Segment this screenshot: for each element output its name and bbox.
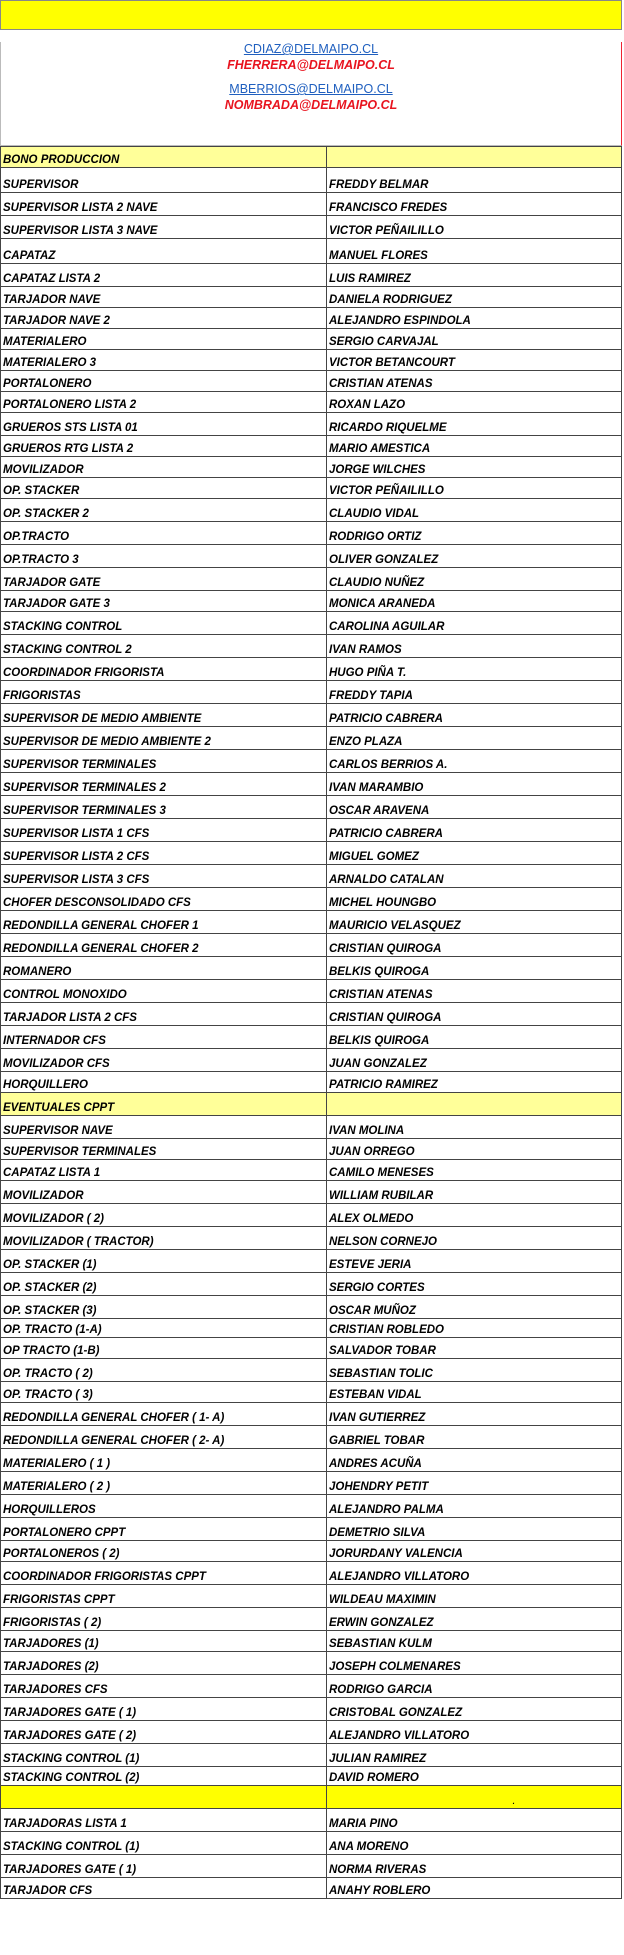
table-row [1,681,622,704]
table-row [1,1072,622,1093]
table-row [1,1139,622,1160]
table-row [1,727,622,750]
role-cell[interactable]: MOVILIZADOR [1,1181,327,1204]
role-cell[interactable]: REDONDILLA GENERAL CHOFER ( 1- A) [1,1403,327,1426]
table-row [1,1698,622,1721]
role-cell[interactable]: TARJADOR GATE [1,568,327,591]
table-row [1,796,622,819]
person-cell[interactable]: ANDRES ACUÑA [327,1449,622,1472]
table-row [1,1518,622,1541]
table-row [1,1809,622,1832]
table-row [1,545,622,568]
person-cell[interactable]: DANIELA RODRIGUEZ [327,287,622,308]
person-cell[interactable]: CAMILO MENESES [327,1160,622,1181]
table-row [1,658,622,681]
section-header-row [1,1093,622,1116]
role-cell[interactable]: SUPERVISOR DE MEDIO AMBIENTE [1,704,327,727]
person-cell[interactable]: SERGIO CARVAJAL [327,329,622,350]
table-row [1,499,622,522]
person-cell[interactable]: CAROLINA AGUILAR [327,612,622,635]
person-cell[interactable]: SEBASTIAN TOLIC [327,1359,622,1382]
table-row [1,773,622,796]
table-row [1,1049,622,1072]
role-cell[interactable]: OP TRACTO (1-B) [1,1338,327,1359]
role-cell[interactable]: TARJADOR NAVE 2 [1,308,327,329]
role-cell[interactable]: CONTROL MONOXIDO [1,980,327,1003]
section-title: BONO PRODUCCION [1,147,327,168]
table-row [1,568,622,591]
role-cell[interactable]: TARJADOR LISTA 2 CFS [1,1003,327,1026]
table-row [1,888,622,911]
table-row [1,1003,622,1026]
table-row [1,1495,622,1518]
role-cell[interactable]: HORQUILLEROS [1,1495,327,1518]
person-cell[interactable]: BELKIS QUIROGA [327,1026,622,1049]
table-row [1,287,622,308]
table-row [1,1767,622,1786]
email-link-mberrios[interactable]: MBERRIOS@DELMAIPO.CL [229,82,393,96]
person-cell[interactable]: PATRICIO CABRERA [327,819,622,842]
assignment-table [0,146,622,1899]
role-cell[interactable]: STACKING CONTROL (1) [1,1832,327,1855]
table-row [1,1652,622,1675]
role-cell[interactable]: GRUEROS RTG LISTA 2 [1,436,327,457]
person-cell[interactable]: NORMA RIVERAS [327,1855,622,1878]
table-row [1,1426,622,1449]
role-cell[interactable]: TARJADORES (2) [1,1652,327,1675]
table-row [1,239,622,264]
person-cell[interactable]: IVAN MOLINA [327,1116,622,1139]
role-cell[interactable]: SUPERVISOR LISTA 3 NAVE [1,216,327,239]
table-row [1,591,622,612]
table-row [1,522,622,545]
table-row [1,1449,622,1472]
role-cell[interactable]: TARJADORAS LISTA 1 [1,1809,327,1832]
table-row [1,1160,622,1181]
role-cell[interactable]: SUPERVISOR TERMINALES 3 [1,796,327,819]
table-row [1,911,622,934]
role-cell[interactable]: STACKING CONTROL (1) [1,1744,327,1767]
table-row [1,329,622,350]
role-cell[interactable]: OP. TRACTO ( 2) [1,1359,327,1382]
person-cell[interactable]: WILLIAM RUBILAR [327,1181,622,1204]
person-cell[interactable]: MONICA ARANEDA [327,591,622,612]
table-row [1,478,622,499]
person-cell[interactable]: ERWIN GONZALEZ [327,1608,622,1631]
person-cell[interactable]: IVAN RAMOS [327,635,622,658]
table-row [1,934,622,957]
role-cell[interactable]: SUPERVISOR NAVE [1,1116,327,1139]
person-cell[interactable]: FREDDY BELMAR [327,168,622,193]
person-cell[interactable]: CRISTIAN ATENAS [327,980,622,1003]
person-cell[interactable]: NELSON CORNEJO [327,1227,622,1250]
person-cell[interactable]: DEMETRIO SILVA [327,1518,622,1541]
person-cell[interactable]: WILDEAU MAXIMIN [327,1585,622,1608]
role-cell[interactable]: MOVILIZADOR ( 2) [1,1204,327,1227]
person-cell[interactable]: ANAHY ROBLERO [327,1878,622,1899]
table-row [1,1878,622,1899]
role-cell[interactable]: OP.TRACTO 3 [1,545,327,568]
role-cell[interactable]: SUPERVISOR [1,168,327,193]
table-row [1,413,622,436]
table-row [1,1026,622,1049]
section-header-right [327,1786,622,1809]
person-cell[interactable]: CRISTIAN ATENAS [327,371,622,392]
role-cell[interactable]: STACKING CONTROL [1,612,327,635]
email-nombrada: NOMBRADA@DELMAIPO.CL [224,98,398,112]
table-row [1,1382,622,1403]
person-cell[interactable]: ENZO PLAZA [327,727,622,750]
role-cell[interactable]: OP. STACKER 2 [1,499,327,522]
person-cell[interactable]: DAVID ROMERO [327,1767,622,1786]
person-cell[interactable]: VICTOR BETANCOURT [327,350,622,371]
person-cell[interactable]: RODRIGO ORTIZ [327,522,622,545]
table-row [1,1250,622,1273]
role-cell[interactable]: CAPATAZ LISTA 1 [1,1160,327,1181]
role-cell[interactable]: OP. STACKER [1,478,327,499]
person-cell[interactable]: MIGUEL GOMEZ [327,842,622,865]
table-row [1,750,622,773]
table-row [1,1319,622,1338]
table-row [1,704,622,727]
table-row [1,1631,622,1652]
role-cell[interactable]: MOVILIZADOR [1,457,327,478]
person-cell[interactable]: JUAN ORREGO [327,1139,622,1160]
role-cell[interactable]: TARJADORES GATE ( 2) [1,1721,327,1744]
role-cell[interactable]: STACKING CONTROL (2) [1,1767,327,1786]
dot-mark: . [512,1795,516,1807]
role-cell[interactable]: SUPERVISOR LISTA 1 CFS [1,819,327,842]
role-cell[interactable]: REDONDILLA GENERAL CHOFER ( 2- A) [1,1426,327,1449]
person-cell[interactable]: ALEX OLMEDO [327,1204,622,1227]
role-cell[interactable]: PORTALONERO [1,371,327,392]
role-cell[interactable]: COORDINADOR FRIGORISTAS CPPT [1,1562,327,1585]
person-cell[interactable]: JORGE WILCHES [327,457,622,478]
role-cell[interactable]: HORQUILLERO [1,1072,327,1093]
table-row [1,819,622,842]
person-cell[interactable]: OSCAR ARAVENA [327,796,622,819]
section-title: EVENTUALES CPPT [1,1093,327,1116]
role-cell[interactable]: TARJADORES GATE ( 1) [1,1855,327,1878]
table-row [1,1675,622,1698]
top-yellow-header [0,0,622,30]
role-cell[interactable]: FRIGORISTAS ( 2) [1,1608,327,1631]
role-cell[interactable]: SUPERVISOR DE MEDIO AMBIENTE 2 [1,727,327,750]
table-row [1,168,622,193]
person-cell[interactable]: ALEJANDRO VILLATORO [327,1562,622,1585]
role-cell[interactable]: TARJADORES (1) [1,1631,327,1652]
person-cell[interactable]: ALEJANDRO ESPINDOLA [327,308,622,329]
person-cell[interactable]: CRISTIAN QUIROGA [327,1003,622,1026]
role-cell[interactable]: GRUEROS STS LISTA 01 [1,413,327,436]
role-cell[interactable]: COORDINADOR FRIGORISTA [1,658,327,681]
role-cell[interactable]: MOVILIZADOR ( TRACTOR) [1,1227,327,1250]
table-row [1,1204,622,1227]
person-cell[interactable]: ESTEBAN VIDAL [327,1382,622,1403]
person-cell[interactable]: FREDDY TAPIA [327,681,622,704]
role-cell[interactable]: SUPERVISOR LISTA 3 CFS [1,865,327,888]
email-link-cdiaz[interactable]: CDIAZ@DELMAIPO.CL [243,42,379,56]
email-block [0,42,622,146]
person-cell[interactable]: BELKIS QUIROGA [327,957,622,980]
role-cell[interactable]: OP. STACKER (1) [1,1250,327,1273]
person-cell[interactable]: PATRICIO RAMIREZ [327,1072,622,1093]
table-row [1,1721,622,1744]
role-cell[interactable]: MATERIALERO [1,329,327,350]
role-cell[interactable]: SUPERVISOR TERMINALES [1,1139,327,1160]
person-cell[interactable]: ALEJANDRO PALMA [327,1495,622,1518]
person-cell[interactable]: CRISTIAN ROBLEDO [327,1319,622,1338]
person-cell[interactable]: HUGO PIÑA T. [327,658,622,681]
table-row [1,1359,622,1382]
person-cell[interactable]: OLIVER GONZALEZ [327,545,622,568]
person-cell[interactable]: RODRIGO GARCIA [327,1675,622,1698]
table-row [1,1273,622,1296]
person-cell[interactable]: OSCAR MUÑOZ [327,1296,622,1319]
person-cell[interactable]: FRANCISCO FREDES [327,193,622,216]
role-cell[interactable]: FRIGORISTAS [1,681,327,704]
person-cell[interactable]: MANUEL FLORES [327,239,622,264]
role-cell[interactable]: MATERIALERO ( 1 ) [1,1449,327,1472]
person-cell[interactable]: CLAUDIO NUÑEZ [327,568,622,591]
table-row [1,1562,622,1585]
person-cell[interactable]: JUAN GONZALEZ [327,1049,622,1072]
person-cell[interactable]: ARNALDO CATALAN [327,865,622,888]
role-cell[interactable]: SUPERVISOR TERMINALES [1,750,327,773]
table-row [1,980,622,1003]
role-cell[interactable]: OP. TRACTO ( 3) [1,1382,327,1403]
role-cell[interactable]: TARJADORES GATE ( 1) [1,1698,327,1721]
table-row [1,308,622,329]
role-cell[interactable]: OP. STACKER (3) [1,1296,327,1319]
person-cell[interactable]: IVAN GUTIERREZ [327,1403,622,1426]
role-cell[interactable]: PORTALONERO LISTA 2 [1,392,327,413]
role-cell[interactable]: PORTALONERO CPPT [1,1518,327,1541]
role-cell[interactable]: TARJADOR NAVE [1,287,327,308]
role-cell[interactable]: SUPERVISOR TERMINALES 2 [1,773,327,796]
table-row [1,1116,622,1139]
person-cell[interactable]: ALEJANDRO VILLATORO [327,1721,622,1744]
role-cell[interactable]: SUPERVISOR LISTA 2 CFS [1,842,327,865]
table-row [1,1181,622,1204]
table-row [1,264,622,287]
table-row [1,612,622,635]
person-cell[interactable]: SEBASTIAN KULM [327,1631,622,1652]
table-row [1,216,622,239]
person-cell[interactable]: IVAN MARAMBIO [327,773,622,796]
table-row [1,865,622,888]
role-cell[interactable]: MATERIALERO 3 [1,350,327,371]
role-cell[interactable]: TARJADOR CFS [1,1878,327,1899]
person-cell[interactable]: CARLOS BERRIOS A. [327,750,622,773]
role-cell[interactable]: PORTALONEROS ( 2) [1,1541,327,1562]
person-cell[interactable]: VICTOR PEÑAILILLO [327,478,622,499]
role-cell[interactable]: TARJADOR GATE 3 [1,591,327,612]
person-cell[interactable]: JOSEPH COLMENARES [327,1652,622,1675]
section-title [1,1786,327,1809]
role-cell[interactable]: MOVILIZADOR CFS [1,1049,327,1072]
role-cell[interactable]: CAPATAZ [1,239,327,264]
table-row [1,193,622,216]
person-cell[interactable]: RICARDO RIQUELME [327,413,622,436]
table-row [1,1472,622,1495]
table-row [1,1585,622,1608]
role-cell[interactable]: STACKING CONTROL 2 [1,635,327,658]
table-row [1,842,622,865]
role-cell[interactable]: CHOFER DESCONSOLIDADO CFS [1,888,327,911]
role-cell[interactable]: OP.TRACTO [1,522,327,545]
table-row [1,392,622,413]
person-cell[interactable]: MARIO AMESTICA [327,436,622,457]
person-cell[interactable]: VICTOR PEÑAILILLO [327,216,622,239]
person-cell[interactable]: ROXAN LAZO [327,392,622,413]
person-cell[interactable]: PATRICIO CABRERA [327,704,622,727]
email-fherrera: FHERRERA@DELMAIPO.CL [227,58,395,72]
person-cell[interactable]: LUIS RAMIREZ [327,264,622,287]
section-header-right [327,147,622,168]
person-cell[interactable]: SERGIO CORTES [327,1273,622,1296]
table-row [1,1227,622,1250]
person-cell[interactable]: MAURICIO VELASQUEZ [327,911,622,934]
section-header-row [1,147,622,168]
section-header-row [1,1786,622,1809]
person-cell[interactable]: CLAUDIO VIDAL [327,499,622,522]
table-row [1,1608,622,1631]
person-cell[interactable]: JOHENDRY PETIT [327,1472,622,1495]
table-row [1,350,622,371]
person-cell[interactable]: JORURDANY VALENCIA [327,1541,622,1562]
table-row [1,1744,622,1767]
role-cell[interactable]: ROMANERO [1,957,327,980]
person-cell[interactable]: JULIAN RAMIREZ [327,1744,622,1767]
role-cell[interactable]: REDONDILLA GENERAL CHOFER 1 [1,911,327,934]
role-cell[interactable]: REDONDILLA GENERAL CHOFER 2 [1,934,327,957]
role-cell[interactable]: SUPERVISOR LISTA 2 NAVE [1,193,327,216]
table-row [1,1403,622,1426]
role-cell[interactable]: INTERNADOR CFS [1,1026,327,1049]
person-cell[interactable]: MARIA PINO [327,1809,622,1832]
table-row [1,635,622,658]
person-cell[interactable]: ESTEVE JERIA [327,1250,622,1273]
table-row [1,457,622,478]
role-cell[interactable]: OP. TRACTO (1-A) [1,1319,327,1338]
person-cell[interactable]: MICHEL HOUNGBO [327,888,622,911]
person-cell[interactable]: CRISTOBAL GONZALEZ [327,1698,622,1721]
role-cell[interactable]: TARJADORES CFS [1,1675,327,1698]
person-cell[interactable]: ANA MORENO [327,1832,622,1855]
table-row [1,1338,622,1359]
table-row [1,1832,622,1855]
table-row [1,436,622,457]
role-cell[interactable]: CAPATAZ LISTA 2 [1,264,327,287]
role-cell[interactable]: OP. STACKER (2) [1,1273,327,1296]
table-row [1,1296,622,1319]
role-cell[interactable]: FRIGORISTAS CPPT [1,1585,327,1608]
section-header-right [327,1093,622,1116]
person-cell[interactable]: SALVADOR TOBAR [327,1338,622,1359]
role-cell[interactable]: MATERIALERO ( 2 ) [1,1472,327,1495]
table-row [1,957,622,980]
person-cell[interactable]: GABRIEL TOBAR [327,1426,622,1449]
table-row [1,371,622,392]
table-row [1,1855,622,1878]
person-cell[interactable]: CRISTIAN QUIROGA [327,934,622,957]
table-row [1,1541,622,1562]
